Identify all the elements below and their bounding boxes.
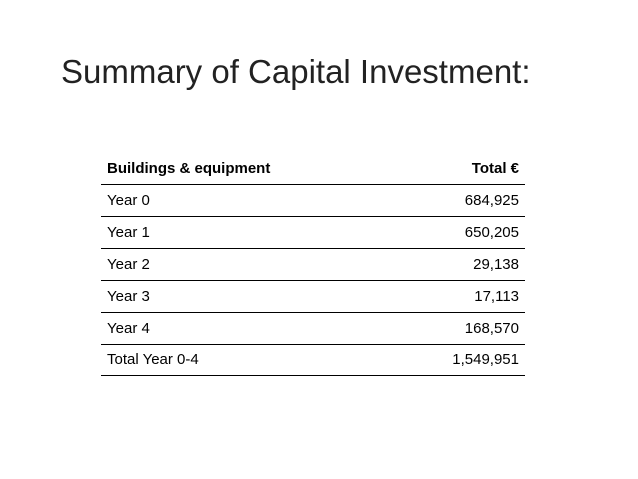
table-row xyxy=(101,249,525,281)
column-header-total: Total € xyxy=(394,153,525,185)
table-row xyxy=(101,217,525,249)
table-row xyxy=(101,281,525,313)
slide-title: Summary of Capital Investment: xyxy=(61,53,531,90)
row-value: 168,570 xyxy=(394,313,525,345)
row-label: Year 1 xyxy=(101,217,394,249)
capital-investment-table xyxy=(101,153,525,376)
row-label: Year 2 xyxy=(101,249,394,281)
table-row xyxy=(101,313,525,345)
row-value: 650,205 xyxy=(394,217,525,249)
row-value: 17,113 xyxy=(394,281,525,313)
total-value: 1,549,951 xyxy=(394,345,525,376)
column-header-category: Buildings & equipment xyxy=(101,153,394,185)
table-row xyxy=(101,185,525,217)
row-value: 684,925 xyxy=(394,185,525,217)
table-total-row xyxy=(101,345,525,376)
table-header-row xyxy=(101,153,525,185)
total-label: Total Year 0-4 xyxy=(101,345,394,376)
row-label: Year 3 xyxy=(101,281,394,313)
row-label: Year 0 xyxy=(101,185,394,217)
row-value: 29,138 xyxy=(394,249,525,281)
row-label: Year 4 xyxy=(101,313,394,345)
